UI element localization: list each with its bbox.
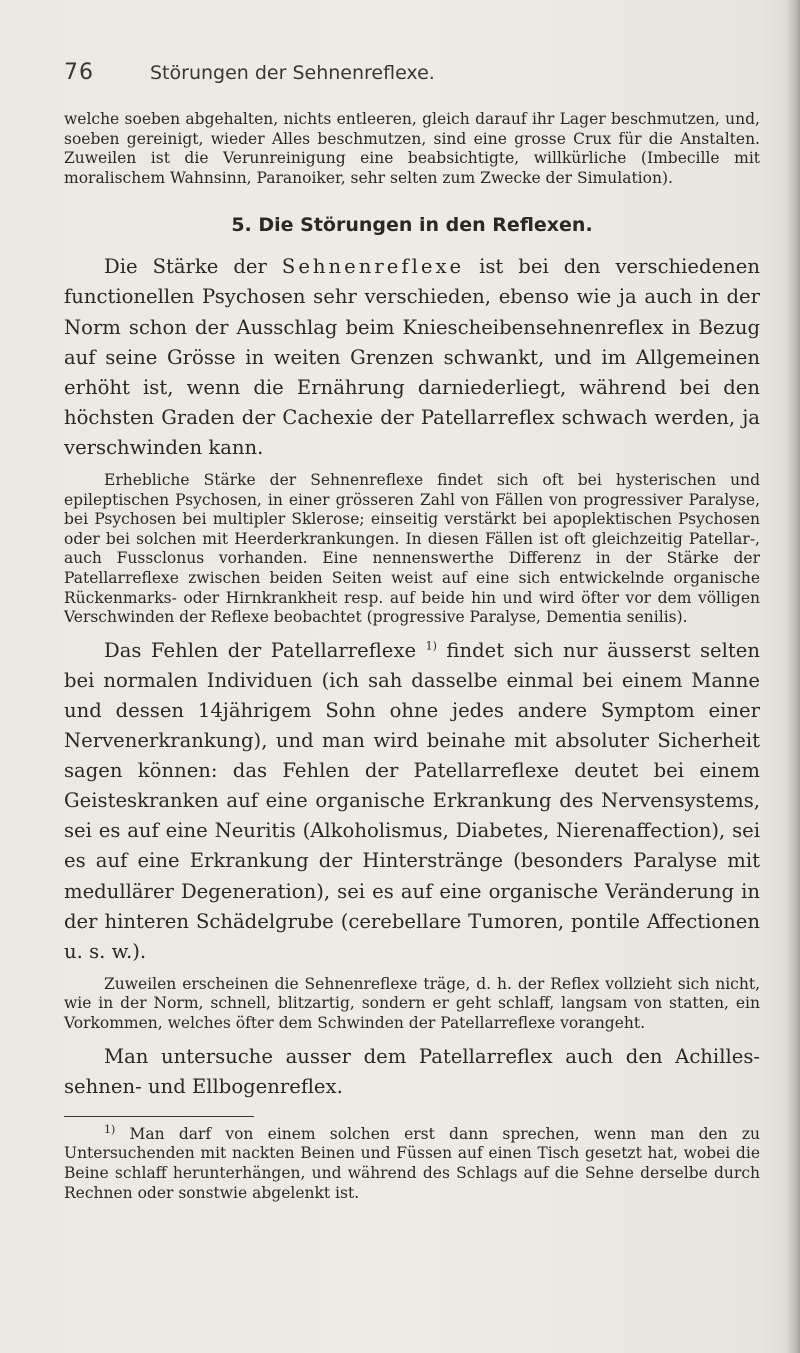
section-heading: 5. Die Störungen in den Reflexen. [231, 214, 593, 237]
paragraph-achilles: Man untersuche ausser dem Patellarreflex auch den Achillessehnen- und Ellbogenreflex. [64, 1044, 760, 1098]
footnote-marker: 1) [104, 1122, 116, 1136]
paragraph-erhebliche-staerke: Erhebliche Stärke der Sehnenreflexe findet sich oft bei hysterischen und epileptischen Psychosen, in einer grösseren Zahl von Fällen von progressiver Paralyse, bei Psychosen bei multipler Sklerose; einseitig verstärkt bei apoplektischen Psychosen oder bei solchen mit Heerderkrankungen. In diesen Fällen ist oft gleichzeitig Patellar-, auch Fussclonus vorhanden. Eine nennenswerthe Differenz in der Stärke der Patellarreflexe zwischen beiden Seiten weist auf eine sich entwickelnde organische Rückenmarks- oder Hirnkrankheit resp. auf beide hin und wird öfter vor dem völligen Verschwinden der Reflexe beobachtet (progressive Paralyse, Dementia senilis). [64, 471, 760, 627]
paragraph-intro: welche soeben abgehalten, nichts entleeren, gleich darauf ihr Lager beschmutzen, und, soeben gereinigt, wieder Alles beschmutzen, sind eine grosse Crux für die Anstalten. Zuweilen ist die Verunreinigung eine beabsichtigte, willkürliche (Imbecille mit moralischem Wahnsinn, Paranoiker, sehr selten zum Zwecke der Simulation). [64, 110, 760, 187]
footnote-divider [64, 1116, 254, 1117]
page-number: 76 [64, 60, 94, 85]
emphasized-term: Sehnenreflexe [281, 255, 465, 279]
paragraph-text: findet sich nur äusserst selten bei normalen Individuen (ich sah dasselbe einmal bei einem Manne und dessen 14jährigem Sohn ohne jedes andere Symptom einer Nervenerkrankung), und man wird beinahe mit absoluter Sicherheit sagen können: das Fehlen der Patellarreflexe deutet bei einem Geisteskranken auf eine organische Erkrankung des Nervensystems, sei es auf eine Neuritis (Alkoholismus, Diabetes, Nierenaffection), sei es auf eine Erkrankung der Hinterstränge (besonders Paralyse mit medullärer Degeneration), sei es auf eine organische Veränderung in der hinteren Schädelgrube (cerebellare Tumoren, pontile Affectionen u. s. w.). [64, 638, 761, 963]
paragraph-text: Das Fehlen der Patellarreflexe [104, 638, 426, 662]
running-title: Störungen der Sehnenreflexe. [150, 62, 435, 84]
footnote [64, 1122, 760, 1203]
page-header [64, 60, 724, 94]
paragraph-traege-reflexe: Zuweilen erscheinen die Sehnenreflexe träge, d. h. der Reflex vollzieht sich nicht, wie in der Norm, schnell, blitzartig, sondern er geht schlaff, langsam von statten, ein Vorkommen, welches öfter dem Schwinden der Patellarreflexe vorangeht. [64, 974, 760, 1032]
page-edge-shadow [786, 0, 800, 1353]
paragraph-sehnenreflexe [64, 252, 760, 463]
paragraph-text: Die Stärke der [104, 255, 282, 279]
page-body [64, 110, 760, 1203]
footnote-reference: 1) [425, 639, 437, 653]
footnote-text: Man darf von einem solchen erst dann sprechen, wenn man den zu Untersuchenden mit nackten Beinen und Füssen auf einen Tisch gesetzt hat, wobei die Beine schlaff herunterhängen, und während des Schlags auf die Sehne derselbe durch Rechnen oder sonstwie abgelenkt ist. [64, 1124, 760, 1202]
paragraph-text: ist bei den verschiedenen functionellen Psychosen sehr verschieden, ebenso wie ja auch in der Norm schon der Ausschlag beim Kniescheibensehnenreflex in Bezug auf seine Grösse in weiten Grenzen schwankt, und im Allgemeinen erhöht ist, wenn die Ernährung darniederliegt, während bei den höchsten Graden der Cachexie der Patellarreflex schwach werden, ja verschwinden kann. [64, 255, 760, 459]
paragraph-fehlen-patellarreflexe [64, 636, 760, 967]
